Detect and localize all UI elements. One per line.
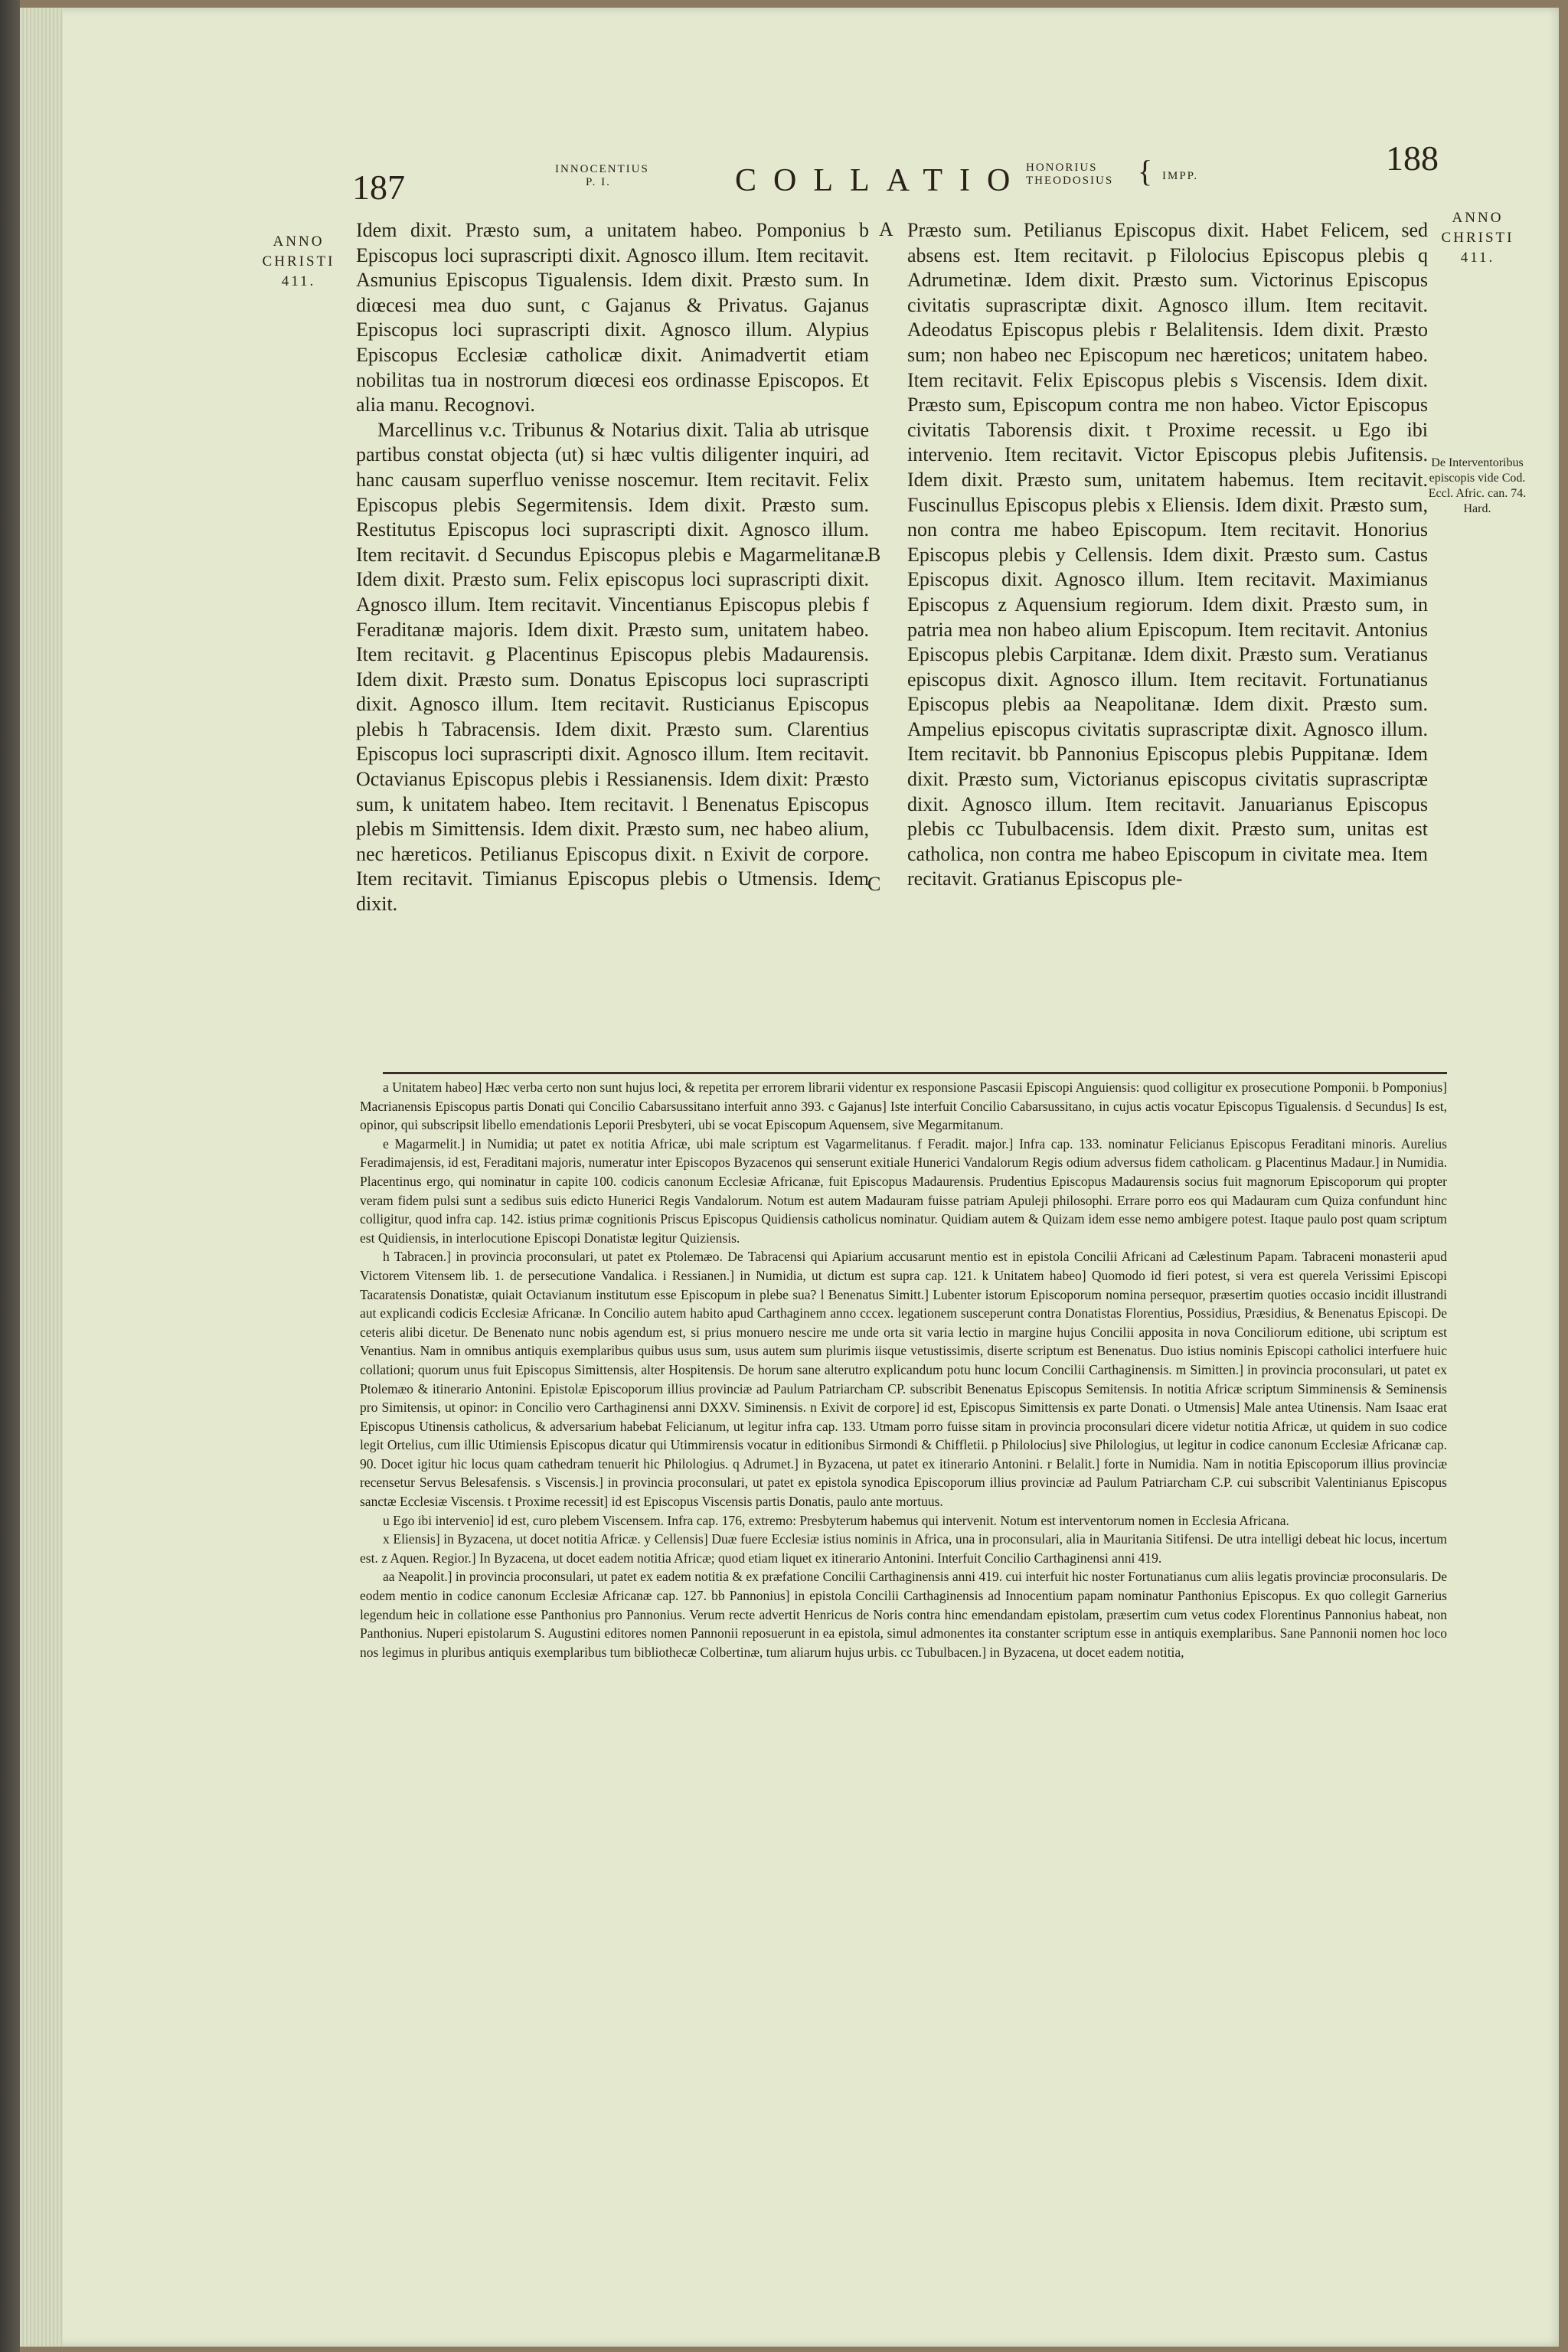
header-pope [555,163,649,189]
footnote-rule [383,1072,1447,1074]
christi-label: CHRISTI [1441,230,1514,246]
header-emperor-1: HONORIUS [1026,162,1098,174]
text-column-right [907,218,1428,892]
year-value: 411. [281,273,316,289]
section-letter-c: C [867,873,881,895]
footnote: h Tabracen.] in provincia proconsulari, ut patet ex Ptolemæo. De Tabracensi qui Apiarium accusarunt mentio est in epistola Concilii Africani ad Cælestinum Papam. Tabraceni monasterii apud Victorem Vitensem lib. 1. de persecutione Vandalica. i Ressianen.] in Numidia, ut dictum est supra cap. 121. k Unitatem habeo] Quomodo id fieri potest, si vera est querela Verissimi Episcopi Tacaratensis Donatistæ, quiait Octavianum institutum esse Episcopum in plebe sua? l Benenatus Simitt.] Lubenter istorum Episcoporum nomina persequor, præsertim quoties occasio incidit illustrandi aut explicandi codicis Ecclesiæ Africanæ. In Concilio autem habito apud Carthaginem anno cccex. legationem susceperunt contra Donatistas Florentius, Possidius, Præsidius, & Benenatus Episcopi. De ceteris alibi dicetur. De Benenato nunc nobis agendum est, si prius monuero nescire me unde orta sit varia lectio in margine hujus Concilii apposita in nova Conciliorum editione, ubi scriptum est Venantius. Nam in omnibus antiquis exemplaribus quibus usus sum, usus autem sum plurimis iisque vetustissimis, diserte scriptum est Benenatus. Duo istius nominis Episcopi catholici interfuere huic collationi; quorum unus fuit Episcopus Simittensis, alter Hospitensis. De horum sane alterutro explicandum potu hunc locum Concilii Carthaginensis. m Simitten.] in provincia proconsulari, ut patet ex Ptolemæo & itinerario Antonini. Epistolæ Episcoporum illius provinciæ ad Paulum Patriarcham CP. subscribit Benenatus Episcopus Semitensis. In notitia Africæ scriptum Simminensis & Seminensis pro Simitensis, ut opinor: in Concilio vero Carthaginensi anni DXXV. Siminensis. n Exivit de corpore] id est, Episcopus Simittensis ex parte Donati. o Utmensis] Male antea Utinensis. Nam Isaac erat Episcopus Utinensis catholicus, & adversarium habebat Felicianum, ut legitur infra cap. 133. Utmam porro fuisse sitam in provincia proconsulari dicere videtur notitia Africæ, ut quidem in suo codice legit Ortelius, cum illic Utimiensis Episcopus dicatur qui Utimmirensis vocatur in editionibus Sirmondi & Chiffletii. p Philolocius] sive Philologius, ut legitur in codice canonum Ecclesiæ Africanæ cap. 90. Docet igitur hic locus quam cathedram tenuerit hic Philologius. q Adrumet.] in Byzacena, ut patet ex itinerario Antonini. r Belalit.] forte in Numidia. Nam in notitia Episcoporum illius provinciæ recensetur Servus Belesafensis. s Viscensis.] in provincia proconsulari, ut patet ex epistola synodica Episcoporum illius provinciæ ad Paulum Patriarcham C.P. cui subscribit Valentinianus Episcopus sanctæ Ecclesiæ Viscensis. t Proxime recessit] id est Episcopus Viscensis partis Donatis, paulo ante mortuus. [360,1249,1447,1510]
header-pope-name: INNOCENTIUS [555,163,649,175]
anno-label: ANNO [1452,210,1504,226]
page-gutter [20,8,63,2347]
header-pope-number: P. I. [586,176,611,188]
footnote: a Unitatem habeo] Hæc verba certo non sunt hujus loci, & repetita per errorem librarii videntur ex responsione Pascasii Episcopi Anguiensis: quod colligitur ex prosecutione Pomponii. b Pomponius] Macrianensis Episcopus partis Donati qui Concilio Cabarsussitano interfuit anno 393. c Gajanus] Iste interfuit Concilio Cabarsussitano, in cujus actis vocatur Episcopus Tigualensis. d Secundus] Is est, opinor, qui subscripsit libello emendationis Leporii Presbyteri, ubi se vocat Episcopum Aquensem, sive Megarmitanum. [360,1080,1447,1133]
margin-note: De Interventoribus episcopis vide Cod. Eccl. Afric. can. 74. Hard. [1428,456,1527,515]
christi-label: CHRISTI [262,253,335,270]
running-title: COLLATIO [735,163,1027,198]
anno-label: ANNO [273,234,325,250]
scan-edge [0,0,20,2352]
header-impp: IMPP. [1162,170,1199,182]
paragraph: Præsto sum. Petilianus Episcopus dixit. Habet Felicem, sed absens est. Item recitavit. p Filolocius Episcopus plebis q Adrumetinæ. Idem dixit. Præsto sum. Victorinus Episcopus civitatis suprascriptæ dixit. Agnosco illum. Item recitavit. Adeodatus Episcopus plebis r Belalitensis. Idem dixit. Præsto sum; non habeo nec Episcopum nec hæreticos; unitatem habeo. Item recitavit. Felix Episcopus plebis s Viscensis. Idem dixit. Præsto sum, Episcopum contra me non habeo. Victor Episcopus civitatis Taborensis dixit. t Proxime recessit. u Ego ibi intervenio. Item recitavit. Victor Episcopus plebis Jufitensis. Idem dixit. Præsto sum, unitatem habemus. Item recitavit. Fuscinullus Episcopus plebis x Eliensis. Idem dixit. Præsto sum, non contra me habeo Episcopum. Item recitavit. Honorius Episcopus plebis y Cellensis. Idem dixit. Præsto sum. Castus Episcopus dixit. Agnosco illum. Item recitavit. Maximianus Episcopus z Aquensium regiorum. Idem dixit. Præsto sum, in patria mea non habeo alium Episcopum. Item recitavit. Antonius Episcopus plebis Carpitanæ. Idem dixit. Præsto sum. Veratianus episcopus dixit. Agnosco illum. Item recitavit. Fortunatianus Episcopus plebis aa Neapolitanæ. Idem dixit. Præsto sum. Ampelius episcopus civitatis suprascriptæ dixit. Agnosco illum. Item recitavit. bb Pannonius Episcopus plebis Puppitanæ. Idem dixit. Præsto sum, Victorianus episcopus civitatis suprascriptæ dixit. Agnosco illum. Item recitavit. Januarianus Episcopus plebis cc Tubulbacensis. Idem dixit. Præsto sum, unitas est catholica, non contra me habeo Episcopum in civitate mea. Item recitavit. Gratianus Episcopus ple- [907,219,1428,890]
year-note-right [1439,208,1516,268]
section-letter-a: A [879,218,893,240]
paragraph: Marcellinus v.c. Tribunus & Notarius dixit. Talia ab utrisque partibus constat objecta (ut) si hæc vultis diligenter inquiri, ad hanc causam superfluo venisse noscemur. Item recitavit. Felix Episcopus plebis Segermitensis. Idem dixit. Præsto sum. Restitutus Episcopus loci suprascripti dixit. Agnosco illum. Item recitavit. d Secundus Episcopus plebis e Magarmelitanæ. Idem dixit. Præsto sum. Felix episcopus loci suprascripti dixit. Agnosco illum. Item recitavit. Vincentianus Episcopus plebis f Feraditanæ majoris. Idem dixit. Præsto sum, unitatem habeo. Item recitavit. g Placentinus Episcopus plebis Madaurensis. Idem dixit. Præsto sum. Donatus Episcopus loci suprascripti dixit. Agnosco illum. Item recitavit. Rusticianus Episcopus plebis h Tabracensis. Idem dixit. Præsto sum. Clarentius Episcopus loci suprascripti dixit. Agnosco illum. Item recitavit. Octavianus Episcopus plebis i Ressianensis. Idem dixit: Præsto sum, k unitatem habeo. Item recitavit. l Benenatus Episcopus plebis m Simittensis. Idem dixit. Præsto sum, nec habeo alium, nec hæreticos. Petilianus Episcopus dixit. n Exivit de corpore. Item recitavit. Timianus Episcopus plebis o Utmensis. Idem dixit. [356,418,869,916]
section-letter-b: B [867,544,881,566]
year-value: 411. [1460,250,1495,266]
year-note-left [260,232,337,292]
page-number-left: 187 [352,168,405,207]
text-column-left [356,218,869,917]
brace-glyph: { [1138,154,1153,188]
page-number-right: 188 [1386,139,1439,178]
header-emperor-2: THEODOSIUS [1026,175,1114,187]
footnote: e Magarmelit.] in Numidia; ut patet ex notitia Africæ, ubi male scriptum est Vagarmelitanus. f Feradit. major.] Infra cap. 133. nominatur Felicianus Episcopus Feraditani minoris. Aurelius Feradimajensis, id est, Feraditani majoris, numeratur inter Episcopos Byzacenos qui senserunt exitiale Hunerici Vandalorum Regis odium adversus fidem catholicam. g Placentinus Madaur.] in Numidia. Placentinus ergo, qui nominatur in capite 100. codicis canonum Ecclesiæ Africanæ, fuit Episcopus Madaurensis. Prudentius Episcopus Madaurensis socius fuit magnorum Episcoporum qui propter veram fidem pulsi sunt a sedibus suis edicto Hunerici Regis Vandalorum. Notum est autem Madauram fuisse patriam Apuleji philosophi. Errare porro eos qui Madauram cum Quiza confundunt hinc colligitur, quod infra cap. 142. istius primæ cognitionis Priscus Episcopus Quidiensis catholicus nominatur. Quidiam autem & Quizam idem esse nemo ambigere potest. Itaque paulo post quam scriptum est Quidiensis, in interlocutione Episcopi Donatistæ legitur Quiziensis. [360,1135,1447,1246]
paragraph: Idem dixit. Præsto sum, a unitatem habeo. Pomponius b Episcopus loci suprascripti dixit. Agnosco illum. Item recitavit. Asmunius Episcopus Tigualensis. Idem dixit. Præsto sum. In diœcesi mea duo sunt, c Gajanus & Privatus. Gajanus Episcopus loci suprascripti dixit. Agnosco illum. Alypius Episcopus Ecclesiæ catholicæ dixit. Animadvertit etiam nobilitas tua in nostrorum diœcesi eos ordinasse Episcopos. Et alia manu. Recognovi. [356,219,869,416]
footnotes [360,1078,1447,1661]
footnote: aa Neapolit.] in provincia proconsulari, ut patet ex eadem notitia & ex præfatione Concilii Carthaginensis anni 419. cui interfuit hic noster Fortunatianus cum aliis legatis provinciæ proconsularis. De eodem mentio in codice canonum Ecclesiæ Africanæ cap. 127. bb Pannonius] in epistola Concilii Carthaginensis ad Innocentium papam nominatur Panthonius Episcopus. Ex quo collegit Garnerius legendum heic in collatione esse Panthonius pro Pannonius. Verum recte advertit Henricus de Noris contra hinc emendandam epistolam, præsertim cum vetus codex Florentinus Pannonius habeat, non Panthonius. Nuperi epistolarum S. Augustini editores nomen Pannonii reposuerunt in ea epistola, simul admonentes ita constanter scriptum esse in antiquis exemplaribus. Sane Pannonii nomen hoc loco nos legimus in pluribus antiquis exemplaribus tum bibliothecæ Colbertinæ, tum aliarum hujus urbis. cc Tubulbacen.] in Byzacena, ut docet eadem notitia, [360,1569,1447,1660]
footnote: u Ego ibi intervenio] id est, curo plebem Viscensem. Infra cap. 176, extremo: Presbyterum habemus qui intervenit. Notum est interventorum nomen in Ecclesia Africana. [383,1512,1289,1528]
footnote: x Eliensis] in Byzacena, ut docet notitia Africæ. y Cellensis] Duæ fuere Ecclesiæ istius nominis in Africa, una in proconsulari, alia in Mauritania Sitifensi. De utra intelligi debeat hic locus, incertum est. z Aquen. Regior.] In Byzacena, ut docet eadem notitia Africæ; quod etiam liquet ex itinerario Antonini. Interfuit Concilio Carthaginensi anni 419. [360,1531,1447,1566]
header-emperors [1026,162,1113,188]
